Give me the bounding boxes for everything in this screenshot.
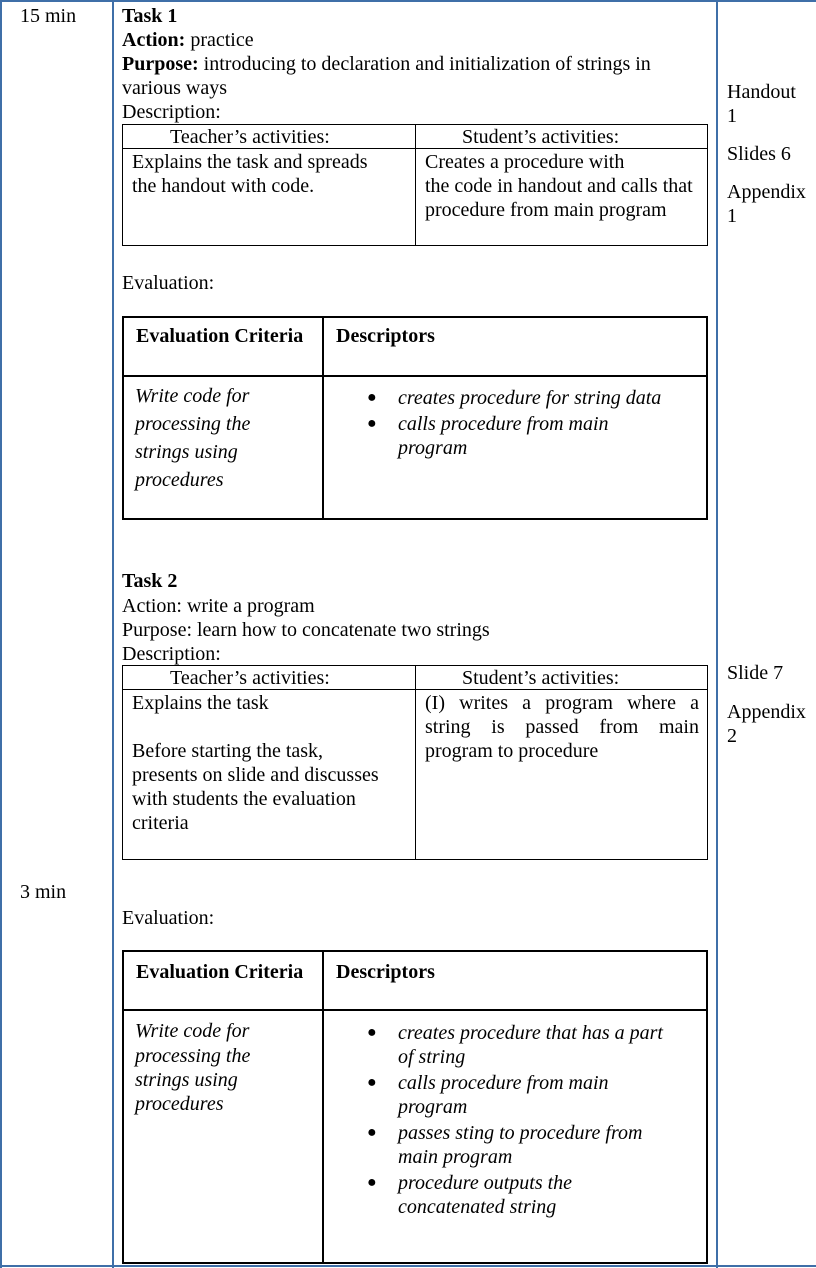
task2-teacher-line: criteria: [132, 812, 189, 834]
task1-criteria-line: procedures: [135, 469, 224, 491]
resource-line: 1: [727, 105, 737, 127]
bullet-icon: ●: [367, 1074, 377, 1091]
task1-purpose: [122, 52, 651, 76]
task2-title: Task 2: [122, 570, 178, 592]
task2-table-col-divider: [415, 665, 416, 860]
task2-descriptor: procedure outputs the: [398, 1172, 573, 1194]
resource-line: Appendix: [727, 701, 806, 723]
resource-line: Appendix: [727, 181, 806, 203]
time-task2: 3 min: [20, 881, 67, 903]
task2-teacher-line: Before starting the task,: [132, 740, 324, 762]
task2-action: Action: write a program: [122, 595, 315, 617]
task1-action-label: Action:: [122, 29, 186, 51]
task2-eval-header-divider: [122, 1009, 708, 1011]
task1-purpose-text: introducing to declaration and initialization of strings in: [198, 53, 651, 75]
task2-student-line: string is passed from main: [425, 716, 699, 738]
task1-table-col-divider: [415, 124, 416, 246]
task2-descriptor: program: [398, 1096, 468, 1118]
task2-descriptor: calls procedure from main: [398, 1072, 609, 1094]
task2-descriptor: of string: [398, 1046, 466, 1068]
task1-descriptors-header: Descriptors: [336, 325, 435, 347]
task1-descriptor: creates procedure for string data: [398, 387, 662, 409]
bullet-icon: ●: [367, 389, 377, 406]
task2-descriptor: concatenated string: [398, 1196, 557, 1218]
task2-descriptor: main program: [398, 1146, 513, 1168]
task1-descriptor: program: [398, 437, 468, 459]
resource-line: Handout: [727, 81, 796, 103]
task2-criteria-line: strings using: [135, 1069, 238, 1091]
task1-student-line: the code in handout and calls that: [425, 175, 693, 197]
bullet-icon: ●: [367, 1124, 377, 1141]
bullet-icon: ●: [367, 1024, 377, 1041]
task1-student-line: Creates a procedure with: [425, 151, 625, 173]
resource-line: Slide 7: [727, 662, 784, 684]
task2-teacher-line: presents on slide and discusses: [132, 764, 379, 786]
task1-teacher-line: the handout with code.: [132, 175, 315, 197]
task2-criteria-line: Write code for: [135, 1020, 250, 1042]
resource-line: 1: [727, 205, 737, 227]
task1-descriptor: calls procedure from main: [398, 413, 609, 435]
task1-student-line: procedure from main program: [425, 199, 667, 221]
task2-student-line: (I) writes a program where a: [425, 692, 699, 714]
bullet-icon: ●: [367, 1174, 377, 1191]
task2-eval-col-divider: [322, 950, 324, 1264]
task2-descriptor: creates procedure that has a part: [398, 1022, 663, 1044]
task2-teacher-header: Teacher’s activities:: [170, 667, 330, 689]
task2-descriptor: passes sting to procedure from: [398, 1122, 643, 1144]
task2-descriptors-header: Descriptors: [336, 961, 435, 983]
resource-line: 2: [727, 725, 737, 747]
task2-teacher-line: Explains the task: [132, 692, 269, 714]
resource-line: Slides 6: [727, 143, 791, 165]
task1-criteria-line: strings using: [135, 441, 238, 463]
task1-evaluation-label: Evaluation:: [122, 272, 215, 294]
task2-evaluation-label: Evaluation:: [122, 907, 215, 929]
task1-purpose-cont: various ways: [122, 77, 227, 99]
bullet-icon: ●: [367, 415, 377, 432]
task2-teacher-line: with students the evaluation: [132, 788, 356, 810]
frame-left-border: [0, 0, 2, 1268]
task2-student-header: Student’s activities:: [462, 667, 620, 689]
task1-student-header: Student’s activities:: [462, 126, 620, 148]
time-task1: 15 min: [20, 5, 77, 27]
frame-bottom-border: [0, 1265, 816, 1267]
task1-eval-header-divider: [122, 375, 708, 377]
task2-criteria-line: procedures: [135, 1093, 224, 1115]
frame-top-border: [0, 0, 816, 2]
task1-description: Description:: [122, 101, 221, 123]
task1-criteria-header: Evaluation Criteria: [136, 325, 304, 347]
task1-criteria-line: Write code for: [135, 385, 250, 407]
task1-criteria-line: processing the: [135, 413, 251, 435]
task2-purpose: Purpose: learn how to concatenate two strings: [122, 619, 490, 641]
task2-criteria-line: processing the: [135, 1045, 251, 1067]
task1-action: [122, 28, 254, 52]
task2-student-line: program to procedure: [425, 740, 599, 762]
frame-divider-2: [716, 0, 718, 1268]
task2-description: Description:: [122, 643, 221, 665]
task1-title: Task 1: [122, 5, 178, 27]
frame-divider-1: [112, 0, 114, 1268]
task1-teacher-line: Explains the task and spreads: [132, 151, 368, 173]
task1-teacher-header: Teacher’s activities:: [170, 126, 330, 148]
task1-purpose-label: Purpose:: [122, 53, 199, 75]
task1-action-text: practice: [185, 29, 254, 51]
task2-criteria-header: Evaluation Criteria: [136, 961, 304, 983]
task1-eval-col-divider: [322, 316, 324, 520]
